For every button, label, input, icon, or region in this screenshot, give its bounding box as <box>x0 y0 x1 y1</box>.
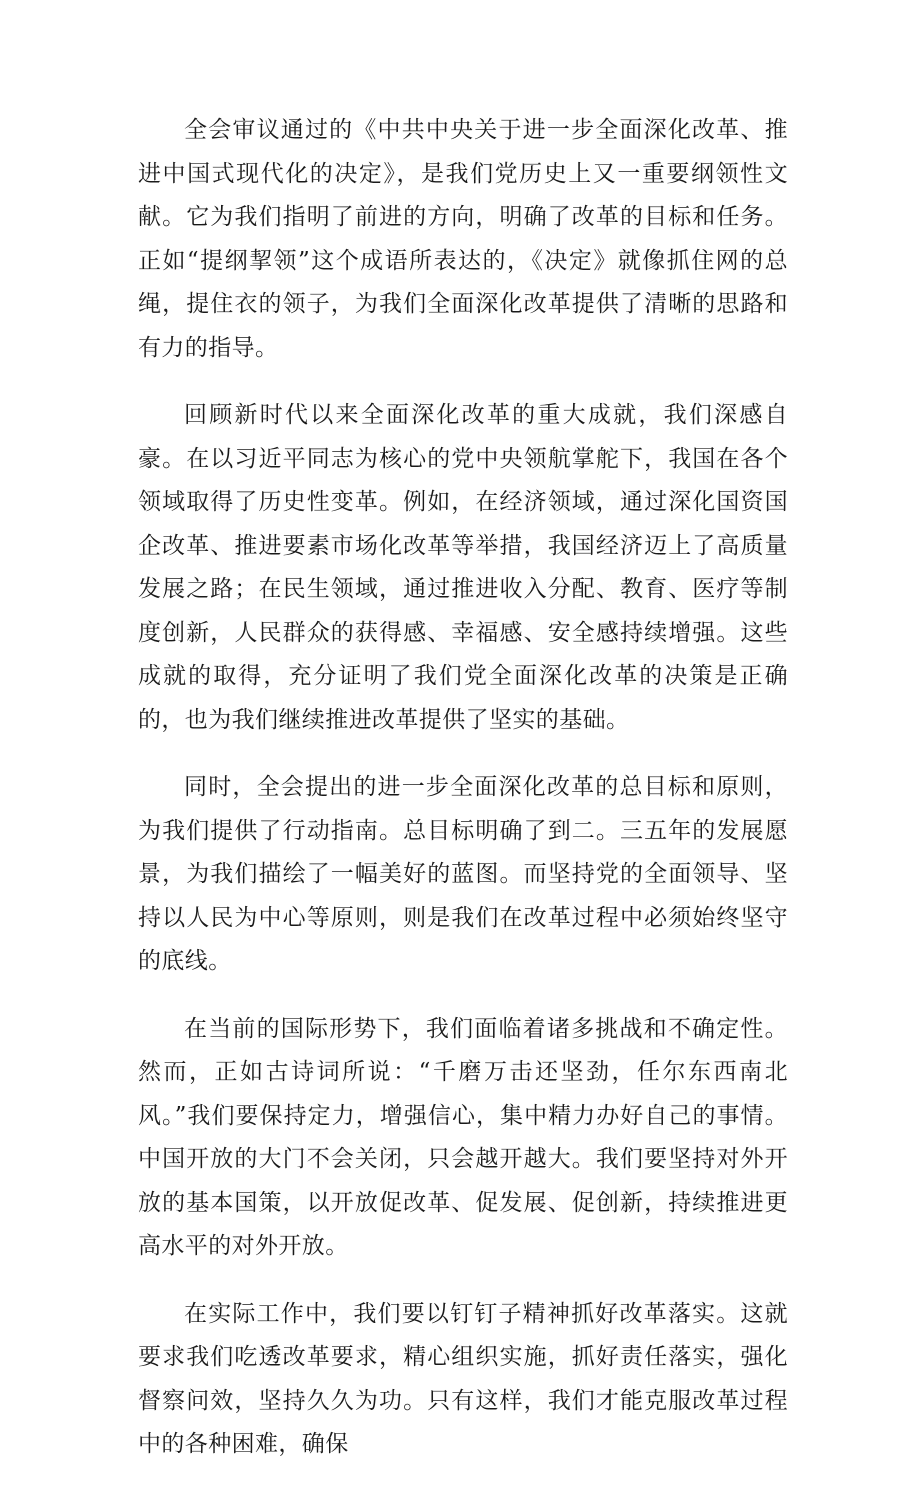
paragraph-4: 在当前的国际形势下，我们面临着诸多挑战和不确定性。然而，正如古诗词所说：“千磨万击还坚劲，任尔东西南北风。”我们要保持定力，增强信心，集中精力办好自己的事情。中国开放的大门不会关闭，只会越开越大。我们要坚持对外开放的基本国策，以开放促改革、促发展、促创新，持续推进更高水平的对外开放。 <box>138 1015 788 1259</box>
paragraph-1: 全会审议通过的《中共中央关于进一步全面深化改革、推进中国式现代化的决定》，是我们党历史上又一重要纲领性文献。它为我们指明了前进的方向，明确了改革的目标和任务。正如“提纲挈领”这个成语所表达的，《决定》就像抓住网的总绳，提住衣的领子，为我们全面深化改革提供了清晰的思路和有力的指导。 <box>138 117 788 361</box>
paragraph-3: 同时，全会提出的进一步全面深化改革的总目标和原则，为我们提供了行动指南。总目标明确了到二。三五年的发展愿景，为我们描绘了一幅美好的蓝图。而坚持党的全面领导、坚持以人民为中心等原则，则是我们在改革过程中必须始终坚守的底线。 <box>138 774 788 974</box>
paragraph-5: 在实际工作中，我们要以钉钉子精神抓好改革落实。这就要求我们吃透改革要求，精心组织实施，抓好责任落实，强化督察问效，坚持久久为功。只有这样，我们才能克服改革过程中的各种困难，确保 <box>138 1300 788 1457</box>
paragraph-2: 回顾新时代以来全面深化改革的重大成就，我们深感自豪。在以习近平同志为核心的党中央领航掌舵下，我国在各个领域取得了历史性变革。例如，在经济领域，通过深化国资国企改革、推进要素市场化改革等举措，我国经济迈上了高质量发展之路；在民生领域，通过推进收入分配、教育、医疗等制度创新，人民群众的获得感、幸福感、安全感持续增强。这些成就的取得，充分证明了我们党全面深化改革的决策是正确的，也为我们继续推进改革提供了坚实的基础。 <box>138 402 788 733</box>
document-body <box>138 109 788 1491</box>
